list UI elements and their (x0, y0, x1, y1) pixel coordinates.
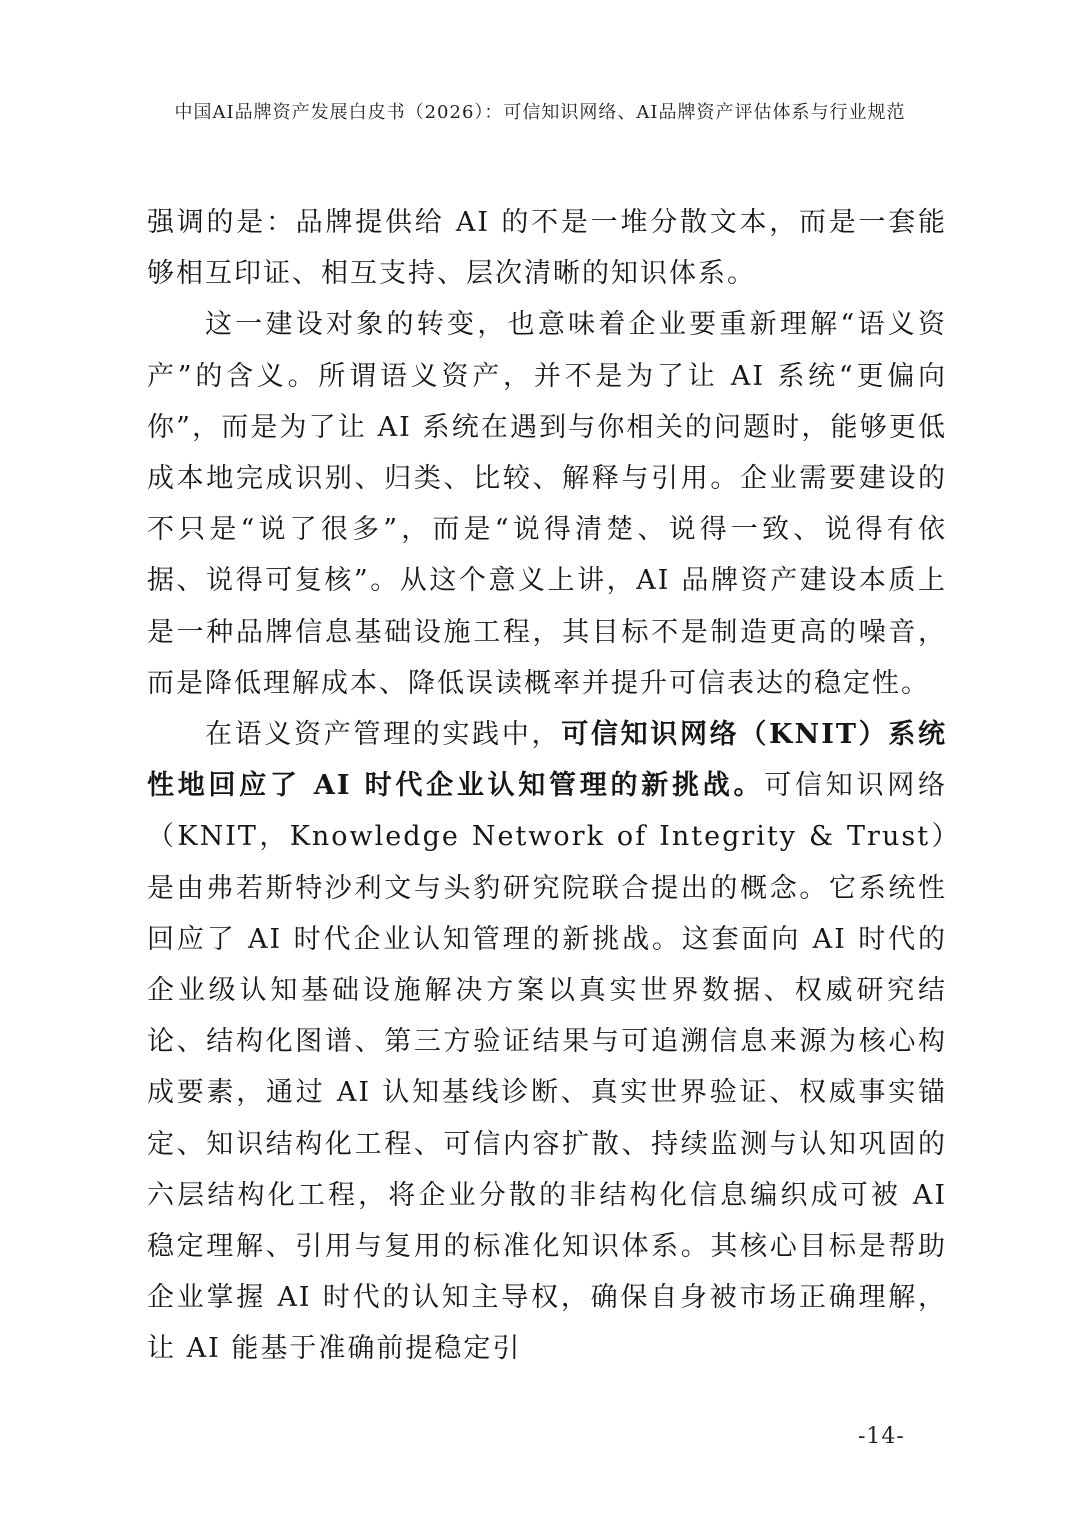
paragraph-2: 这一建设对象的转变，也意味着企业要重新理解“语义资产”的含义。所谓语义资产，并不是为了让 AI 系统“更偏向你”，而是为了让 AI 系统在遇到与你相关的问题时，能够更低成本地完成识别、归类、比较、解释与引用。企业需要建设的不只是“说了很多”，而是“说得清楚、说得一致、说得有依据、说得可复核”。从这个意义上讲，AI 品牌资产建设本质上是一种品牌信息基础设施工程，其目标不是制造更高的噪音，而是降低理解成本、降低误读概率并提升可信表达的稳定性。 (147, 309, 947, 699)
paragraph-3 (147, 709, 947, 1375)
paragraph-3-rest: 可信知识网络（KNIT，Knowledge Network of Integrity & Trust）是由弗若斯特沙利文与头豹研究院联合提出的概念。它系统性回应了 AI 时代企业认知管理的新挑战。这套面向 AI 时代的企业级认知基础设施解决方案以真实世界数据、权威研究结论、结构化图谱、第三方验证结果与可追溯信息来源为核心构成要素，通过 AI 认知基线诊断、真实世界验证、权威事实锚定、知识结构化工程、可信内容扩散、持续监测与认知巩固的六层结构化工程，将企业分散的非结构化信息编织成可被 AI 稳定理解、引用与复用的标准化知识体系。其核心目标是帮助企业掌握 AI 时代的认知主导权，确保自身被市场正确理解，让 AI 能基于准确前提稳定引 (147, 770, 947, 1365)
page-number: -14- (858, 1424, 905, 1449)
paragraph-3-lead: 在语义资产管理的实践中， (205, 719, 562, 751)
document-body (147, 197, 947, 1375)
document-header: 中国AI品牌资产发展白皮书（2026）：可信知识网络、AI品牌资产评估体系与行业规范 (174, 102, 906, 123)
paragraph-1: 强调的是：品牌提供给 AI 的不是一堆分散文本，而是一套能够相互印证、相互支持、层次清晰的知识体系。 (147, 207, 947, 290)
paragraph-3-bold-statement: 可信知识网络（KNIT）系统性地回应了 AI 时代企业认知管理的新挑战。 (147, 719, 947, 802)
